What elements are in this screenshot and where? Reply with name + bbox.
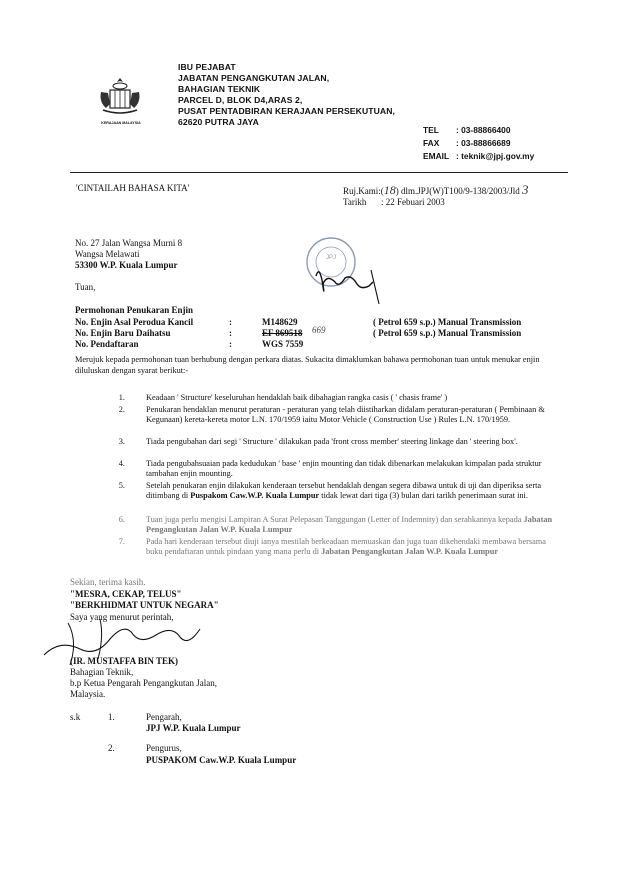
ruj-handwritten: 18 (383, 183, 396, 197)
tel-label: TEL (423, 125, 439, 135)
condition-number: 2. (118, 405, 125, 414)
condition-number: 7. (118, 537, 125, 546)
fax-label: FAX (423, 138, 440, 148)
condition-text-part: Tuan juga perlu mengisi Lampiran A Surat Pelepasan Tanggungan (Letter of Indemnity) dan serahkannya kepada (146, 515, 524, 524)
signer-title: b.p Ketua Pengarah Pengangkutan Jalan, (70, 678, 217, 688)
slogan: 'CINTAILAH BAHASA KITA' (76, 183, 190, 193)
ruj-label: Ruj.Kami:( (343, 186, 384, 196)
contact-block (423, 124, 534, 163)
condition-text: Keadaan ' Structure' keseluruhan hendaklah baik dibahagian rangka casis ( ' chasis frame' ) (146, 393, 448, 402)
ruj-handwritten-2: 3 (522, 182, 529, 197)
reference-line (343, 184, 529, 197)
signature-top (313, 262, 383, 308)
tarikh-value: : 22 Febuari 2003 (381, 197, 445, 207)
condition-number: 5. (118, 481, 125, 490)
address-line: IBU PEJABAT (178, 62, 236, 72)
date-line (343, 197, 445, 208)
recipient-address (75, 238, 182, 271)
condition-text (146, 537, 561, 558)
condition-text-part: tidak lewat dari tiga (3) bulan dari tarikh penerimaan surat ini. (319, 491, 528, 501)
recipient-line: Wangsa Melawati (75, 249, 140, 259)
subject-colon: : (229, 339, 232, 349)
tarikh-label: Tarikh (343, 197, 367, 207)
address-line: PUSAT PENTADBIRAN KERAJAAN PERSEKUTUAN, (178, 106, 396, 116)
salutation: Tuan, (75, 282, 96, 292)
emblem-caption: KERAJAAN MALAYSIA (101, 121, 141, 125)
subject-colon: : (229, 328, 232, 338)
subject-value: M148629 (262, 317, 298, 327)
email-label: EMAIL (423, 151, 450, 161)
condition-text-part: Setelah penukaran enjin dilakukan kenderaan tersebut hendaklah dengan segera dibawa untuk di uji dan diperiksa serta ditimbang di (146, 481, 542, 501)
signer-name: (IR. MUSTAFFA BIN TEK) (70, 656, 179, 666)
address-line: 62620 PUTRA JAYA (178, 117, 259, 127)
subject-title: Permohonan Penukaran Enjin (75, 305, 194, 315)
stamp-text: JPJ (325, 255, 336, 261)
closing-line: Saya yang menurut perintah, (70, 612, 174, 622)
recipient-line: 53300 W.P. Kuala Lumpur (75, 260, 178, 270)
ruj-value: ) dlm.JPJ(W)T100/9-138/2003/Jld (395, 186, 520, 196)
condition-number: 4. (118, 459, 125, 468)
subject-extra: ( Petrol 659 s.p.) Manual Transmission (373, 328, 522, 338)
condition-text: Tiada pengubahsuaian pada kedudukan ' base ' enjin mounting dan tidak dibenarkan melakukan kimpalan pada struktur tambahan enjin mounting. (146, 459, 542, 479)
condition-text-bold: Puspakom Caw.W.P. Kuala Lumpur (190, 491, 320, 501)
condition-text (146, 515, 561, 536)
cc-role: Pengarah, (146, 712, 182, 722)
condition-text: Penukaran hendaklan menurut peraturan - peraturan yang telah diistiharkan didalam peraturan-peraturan ( Pembinaan & Kegunaan) kereta-kereta motor L.N. 170/1959 iaitu Motor Vehicle ( Construction Use ) Rules L.N. 170/1959. (146, 405, 545, 425)
condition-text-bold: Jabatan Pengangkutan Jalan W.P. Kuala Lumpur (146, 515, 553, 535)
department-address (178, 62, 395, 128)
header-divider (70, 172, 568, 173)
cc-org: JPJ W.P. Kuala Lumpur (146, 723, 241, 733)
government-emblem (97, 76, 143, 120)
signer-title: Bahagian Teknik, (70, 667, 134, 677)
condition-number: 3. (118, 437, 125, 446)
condition-text-bold: Jabatan Pengangkutan Jalan W.P. Kuala Lumpur (321, 547, 499, 557)
condition-number: 6. (118, 515, 125, 524)
cc-number: 2. (108, 743, 115, 753)
cc-number: 1. (108, 712, 115, 722)
address-line: PARCEL D, BLOK D4,ARAS 2, (178, 95, 303, 105)
subject-extra: ( Petrol 659 s.p.) Manual Transmission (373, 317, 522, 327)
address-line: JABATAN PENGANGKUTAN JALAN, (178, 73, 330, 83)
address-line: BAHAGIAN TEKNIK (178, 84, 261, 94)
subject-value: EF 869518 (262, 328, 303, 338)
intro-paragraph: Merujuk kepada permohonan tuan berhubung dengan perkara diatas. Sukacita dimaklumkan bahawa permohonan tuan untuk menukar enjin diluluskan dengan syarat berikut:- (75, 355, 540, 375)
tel-value: : 03-88866400 (456, 125, 511, 135)
motto-line: "MESRA, CEKAP, TELUS" (70, 589, 182, 599)
cc-org: PUSPAKOM Caw.W.P. Kuala Lumpur (146, 755, 297, 765)
signer-title: Malaysia. (70, 689, 106, 699)
fax-value: : 03-88866689 (456, 138, 511, 148)
subject-label: No. Pendaftaran (75, 339, 139, 349)
condition-number: 1. (118, 393, 125, 402)
motto-line: "BERKHIDMAT UNTUK NEGARA" (70, 600, 219, 610)
subject-label: No. Enjin Asal Perodua Kancil (75, 317, 194, 327)
closing-line: Sekian, terima kasih. (70, 577, 146, 587)
condition-text: Tiada pengubahan dari segi ' Structure ' dilakukan pada 'front cross member' steering linkage dan ' steering box'. (146, 437, 518, 446)
condition-text (146, 481, 561, 502)
condition-text-part: Pada hari kenderaan tersebut diuji ianya mestilah berkeadaan memuaskan dan juga tuan dikehendaki membawa bersama buku pendaftaran untuk pindaan yang mana perlu di (146, 537, 546, 557)
cc-role: Pengurus, (146, 743, 182, 753)
subject-handwritten: 669 (312, 325, 326, 335)
subject-label: No. Enjin Baru Daihatsu (75, 328, 171, 338)
cc-label: s.k (70, 712, 81, 722)
subject-colon: : (229, 317, 232, 327)
email-value: : teknik@jpj.gov.my (456, 151, 535, 161)
recipient-line: No. 27 Jalan Wangsa Murni 8 (75, 238, 183, 248)
subject-value: WGS 7559 (262, 339, 304, 349)
